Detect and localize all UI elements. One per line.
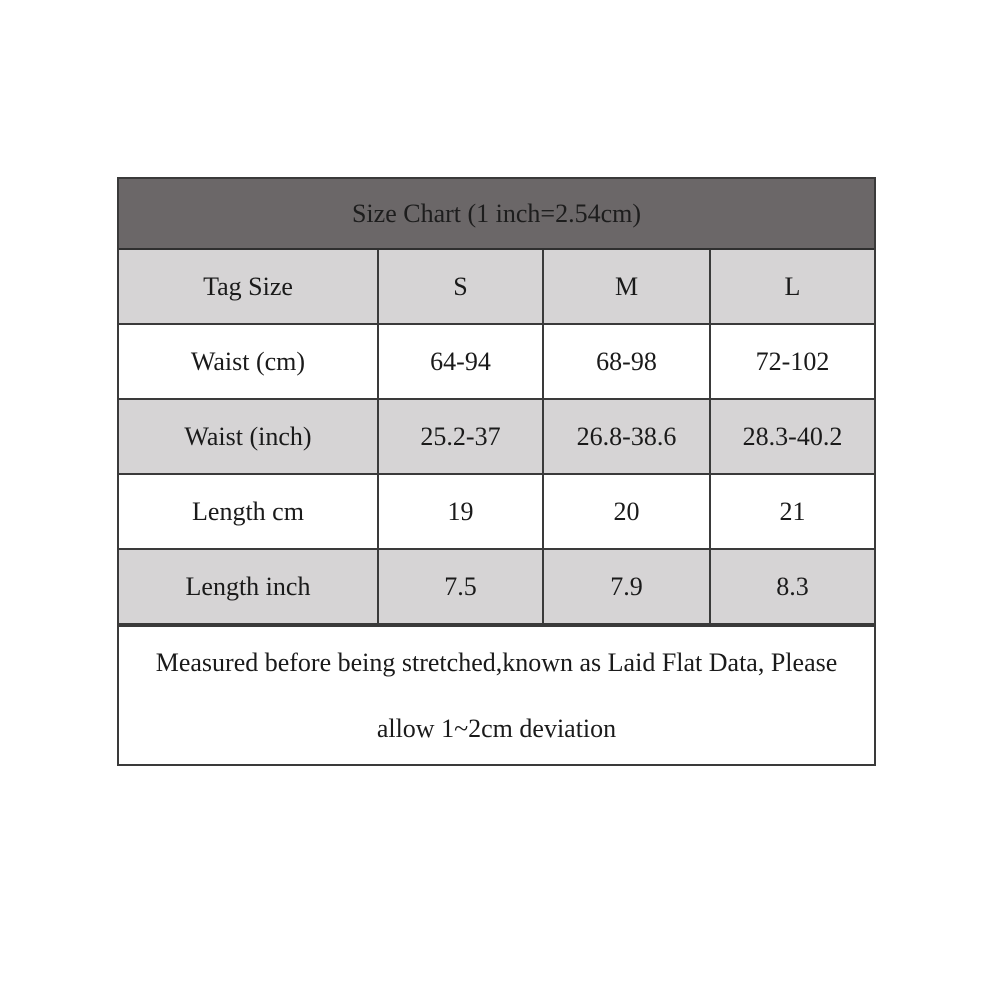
table-row: [119, 399, 874, 474]
cell-value: 21: [710, 474, 874, 549]
row-label: Waist (inch): [119, 399, 378, 474]
cell-value: 68-98: [543, 324, 710, 399]
size-table: [119, 250, 874, 625]
cell-value: 26.8-38.6: [543, 399, 710, 474]
table-header-row: [119, 250, 874, 324]
row-label: Waist (cm): [119, 324, 378, 399]
row-label: Length inch: [119, 549, 378, 624]
size-chart: [117, 177, 876, 766]
cell-value: 8.3: [710, 549, 874, 624]
cell-value: 7.5: [378, 549, 543, 624]
cell-value: 72-102: [710, 324, 874, 399]
cell-value: 20: [543, 474, 710, 549]
cell-value: 19: [378, 474, 543, 549]
header-tag-size: Tag Size: [119, 250, 378, 324]
table-row: [119, 474, 874, 549]
header-size-s: S: [378, 250, 543, 324]
header-size-m: M: [543, 250, 710, 324]
cell-value: 64-94: [378, 324, 543, 399]
cell-value: 28.3-40.2: [710, 399, 874, 474]
chart-title: Size Chart (1 inch=2.54cm): [119, 179, 874, 250]
header-size-l: L: [710, 250, 874, 324]
table-row: [119, 324, 874, 399]
measurement-note: Measured before being stretched,known as Laid Flat Data, Please allow 1~2cm deviation: [119, 625, 874, 764]
cell-value: 25.2-37: [378, 399, 543, 474]
table-row: [119, 549, 874, 624]
row-label: Length cm: [119, 474, 378, 549]
cell-value: 7.9: [543, 549, 710, 624]
